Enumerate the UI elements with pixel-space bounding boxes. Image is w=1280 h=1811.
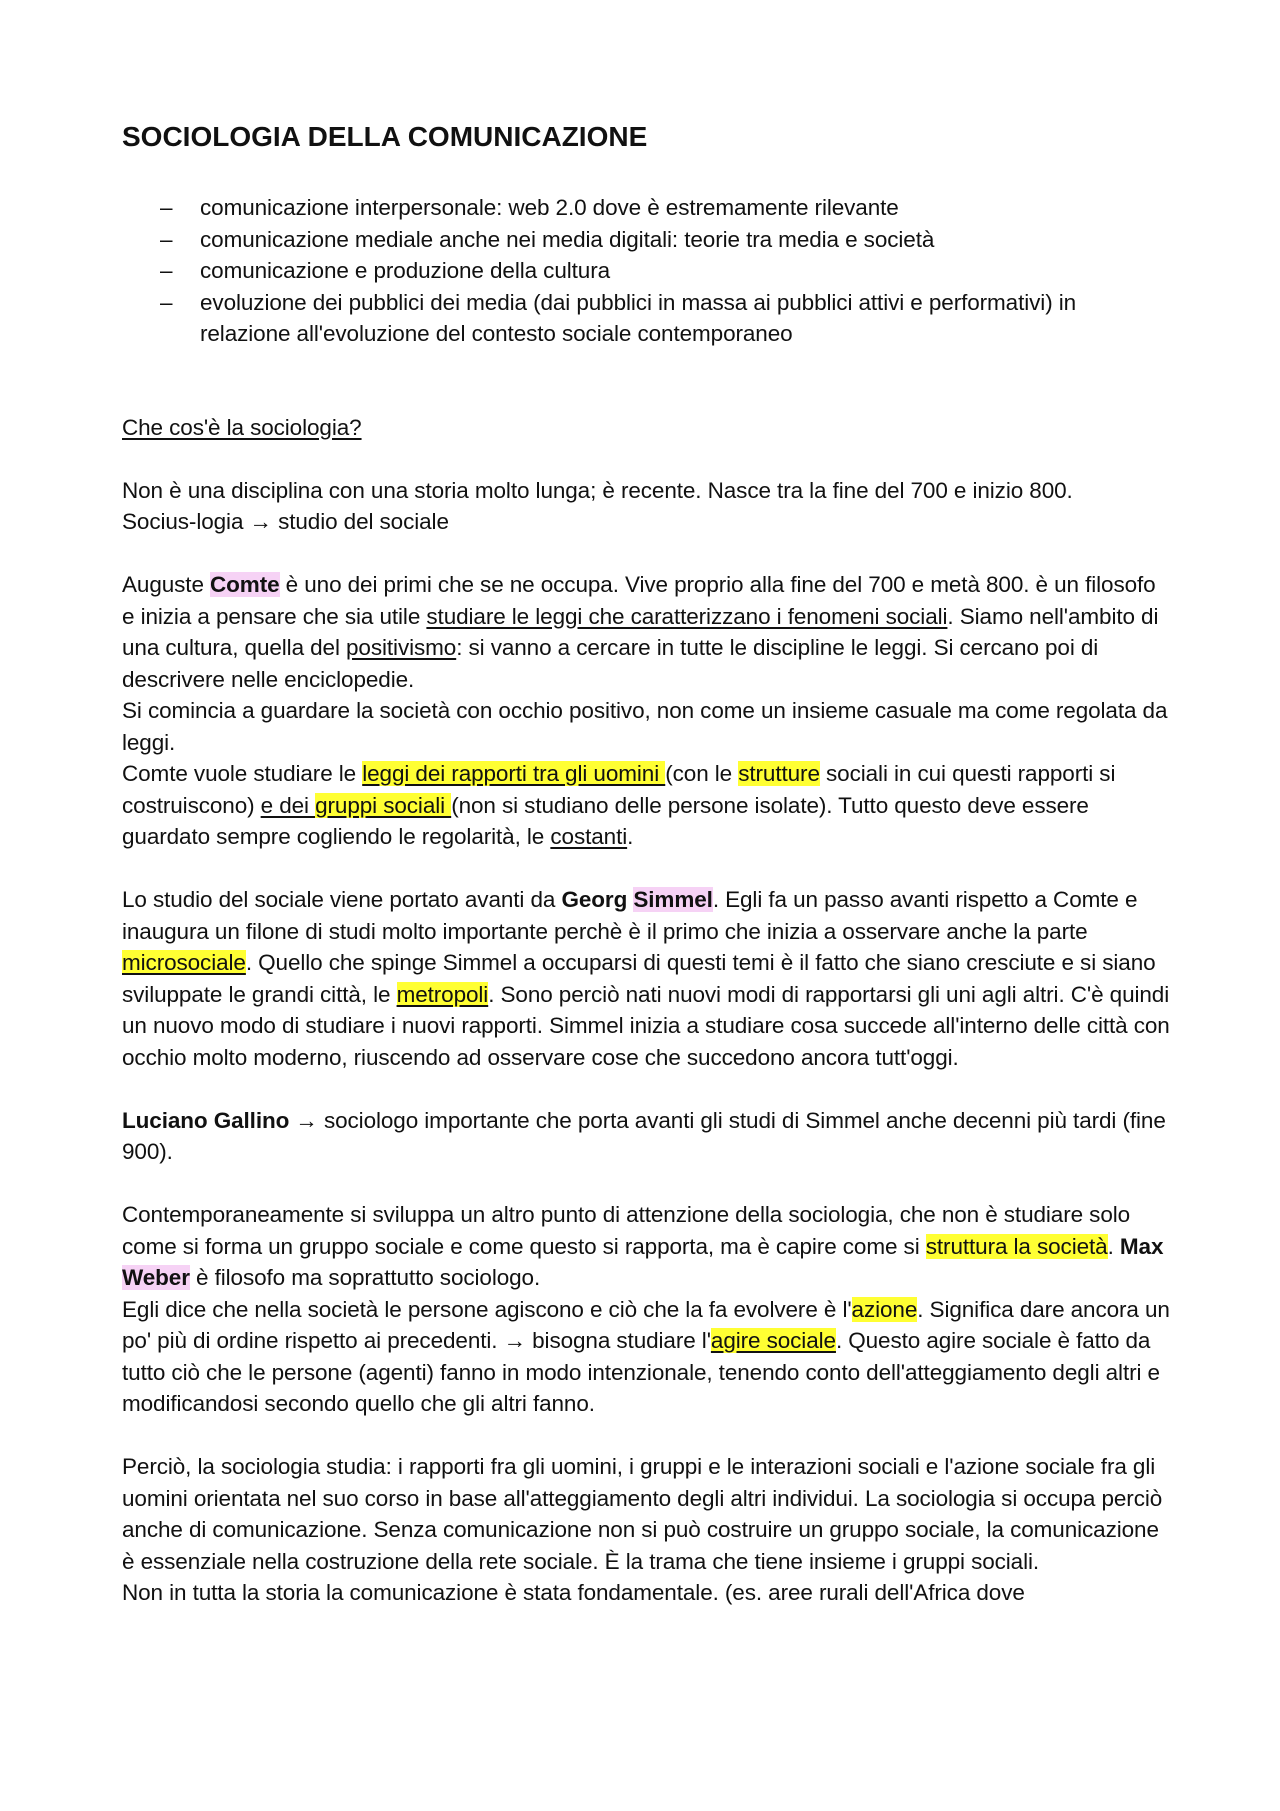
topic-item: – evoluzione dei pubblici dei media (dai pubblici in massa ai pubblici attivi e performativi) in relazione all'evoluzione del contesto sociale contemporaneo [122, 287, 1172, 350]
section-heading: Che cos'è la sociologia? [122, 414, 362, 440]
topic-list [122, 192, 1172, 350]
dash-bullet: – [160, 226, 173, 252]
highlight-azione: azione [851, 1296, 918, 1322]
highlight-strutture: strutture [738, 761, 820, 786]
topic-item: – comunicazione mediale anche nei media digitali: teorie tra media e società [122, 224, 1172, 256]
highlight-simmel: Simmel [633, 887, 713, 912]
highlight-rapporti: leggi dei rapporti tra gli uomini [362, 761, 666, 786]
dash-bullet: – [160, 289, 173, 315]
topic-item: – comunicazione interpersonale: web 2.0 dove è estremamente rilevante [122, 192, 1172, 224]
highlight-agire-sociale: agire sociale [710, 1328, 836, 1353]
highlight-comte: Comte [210, 572, 280, 597]
highlight-microsociale: microsociale [122, 950, 246, 975]
dash-bullet: – [160, 195, 173, 220]
highlight-weber: Weber [122, 1265, 190, 1290]
document-body [122, 120, 1172, 1609]
highlight-struttura: struttura la società [925, 1233, 1108, 1259]
paragraph-gallino: Luciano Gallino → sociologo importante che porta avanti gli studi di Simmel anche decenni più tardi (fine 900). [122, 1107, 1166, 1164]
paragraph-intro: Non è una disciplina con una storia molto lunga; è recente. Nasce tra la fine del 700 e inizio 800. Socius-logia → studio del sociale [122, 477, 1073, 534]
dash-bullet: – [160, 258, 173, 283]
highlight-gruppi: gruppi sociali [315, 792, 452, 818]
document-title: SOCIOLOGIA DELLA COMUNICAZIONE [122, 121, 648, 152]
paragraph-comte: Auguste Comte è uno dei primi che se ne occupa. Vive proprio alla fine del 700 e metà 800. è un filosofo e inizia a pensare che sia utile studiare le leggi che caratterizzano i fenomeni sociali. Siamo nell'ambito di una cultura, quella del positivismo: si vanno a cercare in tutte le discipline le leggi. Si cercano poi di descrivere nelle enciclopedie. Si comincia a guardare la società con occhio positivo, non come un insieme casuale ma come regolata da leggi. Comte vuole studiare le leggi dei rapporti tra gli uomini (con le strutture sociali in cui questi rapporti si costruiscono) e dei gruppi sociali (non si studiano delle persone isolate). Tutto questo deve essere guardato sempre cogliendo le regolarità, le costanti. [122, 572, 1168, 849]
paragraph-weber: Contemporaneamente si sviluppa un altro punto di attenzione della sociologia, che non è studiare solo come si forma un gruppo sociale e come questo si rapporta, ma è capire come si struttura la società. Max Weber è filosofo ma soprattutto sociologo. Egli dice che nella società le persone agiscono e ciò che la fa evolvere è l'azione. Significa dare ancora un po' più di ordine rispetto ai precedenti. → bisogna studiare l'agire sociale. Questo agire sociale è fatto da tutto ciò che le persone (agenti) fanno in modo intenzionale, tenendo conto dell'atteggiamento degli altri e modificandosi secondo quello che gli altri fanno. [122, 1202, 1170, 1416]
topic-item: – comunicazione e produzione della cultura [122, 255, 1172, 287]
highlight-metropoli: metropoli [396, 981, 489, 1007]
paragraph-conclusion: Perciò, la sociologia studia: i rapporti fra gli uomini, i gruppi e le interazioni sociali e l'azione sociale fra gli uomini orientata nel suo corso in base all'atteggiamento degli altri individui. La sociologia si occupa perciò anche di comunicazione. Senza comunicazione non si può costruire un gruppo sociale, la comunicazione è essenziale nella costruzione della rete sociale. È la trama che tiene insieme i gruppi sociali. Non in tutta la storia la comunicazione è stata fondamentale. (es. aree rurali dell'Africa dove [122, 1454, 1163, 1605]
paragraph-simmel: Lo studio del sociale viene portato avanti da Georg Simmel. Egli fa un passo avanti rispetto a Comte e inaugura un filone di studi molto importante perchè è il primo che inizia a osservare anche la parte microsociale. Quello che spinge Simmel a occuparsi di questi temi è il fatto che siano cresciute e si siano sviluppate le grandi città, le metropoli. Sono perciò nati nuovi modi di rapportarsi gli uni agli altri. C'è quindi un nuovo modo di studiare i nuovi rapporti. Simmel inizia a studiare cosa succede all'interno delle città con occhio molto moderno, riuscendo ad osservare cose che succedono ancora tutt'oggi. [122, 887, 1170, 1070]
